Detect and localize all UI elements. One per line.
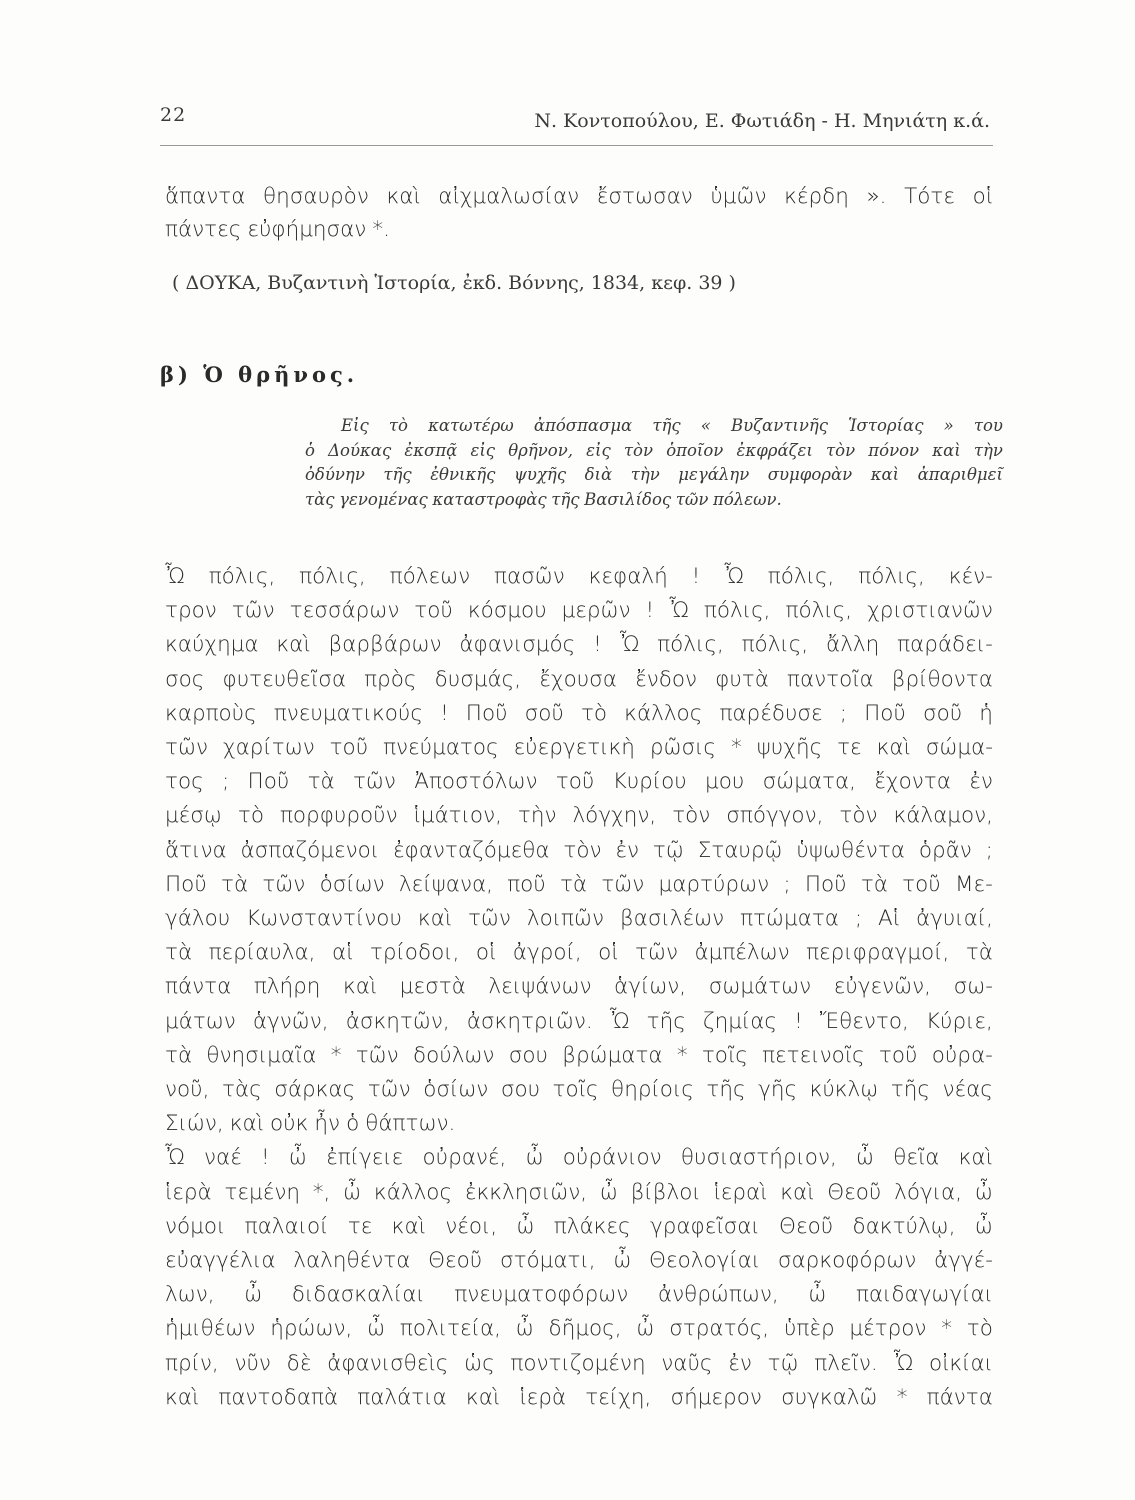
text-line: τρον τῶν τεσσάρων τοῦ κόσμου μερῶν ! Ὦ πόλις, πόλις, χριστιανῶν [165,598,993,624]
intro-paragraph [305,414,1003,512]
header-rule [160,145,993,146]
text-line: σος φυτευθεῖσα πρὸς δυσμάς, ἔχουσα ἔνδον φυτὰ παντοῖα βρίθοντα [165,666,993,692]
text-line: πάντα πλήρη καὶ μεστὰ λειψάνων ἁγίων, σωμάτων εὐγενῶν, σω- [165,974,993,1000]
text-line: καύχημα καὶ βαρβάρων ἀφανισμός ! Ὦ πόλις, πόλις, ἄλλη παράδει- [165,632,993,658]
top-quote [165,180,993,246]
section-title: β) Ὁ θρῆνος. [160,362,359,387]
text-line: τος ; Ποῦ τὰ τῶν Ἀποστόλων τοῦ Κυρίου μου σώματα, ἔχοντα ἐν [165,769,993,795]
text-line: Ὦ ναέ ! ὦ ἐπίγειε οὐρανέ, ὦ οὐράνιον θυσιαστήριον, ὦ θεῖα καὶ [165,1145,993,1171]
text-line: μέσῳ τὸ πορφυροῦν ἱμάτιον, τὴν λόγχην, τὸν σπόγγον, τὸν κάλαμον, [165,803,993,829]
text-line: τὰ θνησιμαῖα * τῶν δούλων σου βρώματα * τοῖς πετεινοῖς τοῦ οὐρα- [165,1042,993,1068]
text-line: ἡμιθέων ἡρώων, ὦ πολιτεία, ὦ δῆμος, ὦ στρατός, ὑπὲρ μέτρον * τὸ [165,1316,993,1342]
text-line: τὰ περίαυλα, αἱ τρίοδοι, οἱ ἀγροί, οἱ τῶν ἀμπέλων περιφραγμοί, τὰ [165,940,993,966]
text-line: τῶν χαρίτων τοῦ πνεύματος εὐεργετικὴ ρῶσις * ψυχῆς τε καὶ σώμα- [165,735,993,761]
text-line: ἅτινα ἀσπαζόμενοι ἐφανταζόμεθα τὸν ἐν τῷ Σταυρῷ ὑψωθέντα ὁρᾶν ; [165,837,993,863]
text-line: νόμοι παλαιοί τε καὶ νέοι, ὦ πλάκες γραφεῖσαι Θεοῦ δακτύλῳ, ὦ [165,1213,993,1239]
text-line: λων, ὦ διδασκαλίαι πνευματοφόρων ἀνθρώπων, ὦ παιδαγωγίαι [165,1282,993,1308]
text-line: πάντες εὐφήμησαν *. [165,217,390,242]
text-line: ἱερὰ τεμένη *, ὦ κάλλος ἐκκλησιῶν, ὦ βίβλοι ἱεραὶ καὶ Θεοῦ λόγια, ὦ [165,1179,993,1205]
text-line: μάτων ἁγνῶν, ἀσκητῶν, ἀσκητριῶν. Ὦ τῆς ζημίας ! Ἔθεντο, Κύριε, [165,1008,993,1034]
text-line: Σιών, καὶ οὐκ ἦν ὁ θάπτων. [165,1111,456,1137]
text-line: ἅπαντα θησαυρὸν καὶ αἰχμαλωσίαν ἔστωσαν ὑμῶν κέρδη ». Τότε οἱ [165,184,993,209]
lament-text [165,560,993,1415]
source-citation: ( ΔΟΥΚΑ, Βυζαντινὴ Ἱστορία, ἐκδ. Βόννης, 1834, κεφ. 39 ) [172,272,736,294]
text-line: γάλου Κωνσταντίνου καὶ τῶν λοιπῶν βασιλέων πτώματα ; Αἱ ἀγυιαί, [165,906,993,932]
running-title: Ν. Κοντοπούλου, Ε. Φωτιάδη - Η. Μηνιάτη κ.ά. [534,110,990,132]
page-number: 22 [160,104,187,126]
text-line: καὶ παντοδαπὰ παλάτια καὶ ἱερὰ τείχη, σήμερον συγκαλῶ * πάντα [165,1384,993,1410]
text-line: εὐαγγέλια λαληθέντα Θεοῦ στόματι, ὦ Θεολογίαι σαρκοφόρων ἀγγέ- [165,1248,993,1274]
text-line: καρποὺς πνευματικούς ! Ποῦ σοῦ τὸ κάλλος παρέδυσε ; Ποῦ σοῦ ἡ [165,700,993,726]
text-line: νοῦ, τὰς σάρκας τῶν ὁσίων σου τοῖς θηρίοις τῆς γῆς κύκλῳ τῆς νέας [165,1077,993,1103]
text-line: Ποῦ τὰ τῶν ὁσίων λείψανα, ποῦ τὰ τῶν μαρτύρων ; Ποῦ τὰ τοῦ Με- [165,871,993,897]
text-line: πρίν, νῦν δὲ ἀφανισθεὶς ὡς ποντιζομένη ναῦς ἐν τῷ πλεῖν. Ὦ οἰκίαι [165,1350,993,1376]
text-line: ὀδύνην τῆς ἐθνικῆς ψυχῆς διὰ τὴν μεγάλην συμφορὰν καὶ ἀπαριθμεῖ [305,465,1003,484]
text-line: τὰς γενομένας καταστροφὰς τῆς Βασιλίδος τῶν πόλεων. [305,489,782,509]
text-line: Εἰς τὸ κατωτέρω ἀπόσπασμα τῆς « Βυζαντινῆς Ἱστορίας » του [341,416,1003,435]
text-line: Ὦ πόλις, πόλις, πόλεων πασῶν κεφαλή ! Ὦ πόλις, πόλις, κέν- [165,564,993,589]
text-line: ὁ Δούκας ἐκσπᾷ εἰς θρῆνον, εἰς τὸν ὁποῖον ἐκφράζει τὸν πόνον καὶ τὴν [305,440,1003,460]
